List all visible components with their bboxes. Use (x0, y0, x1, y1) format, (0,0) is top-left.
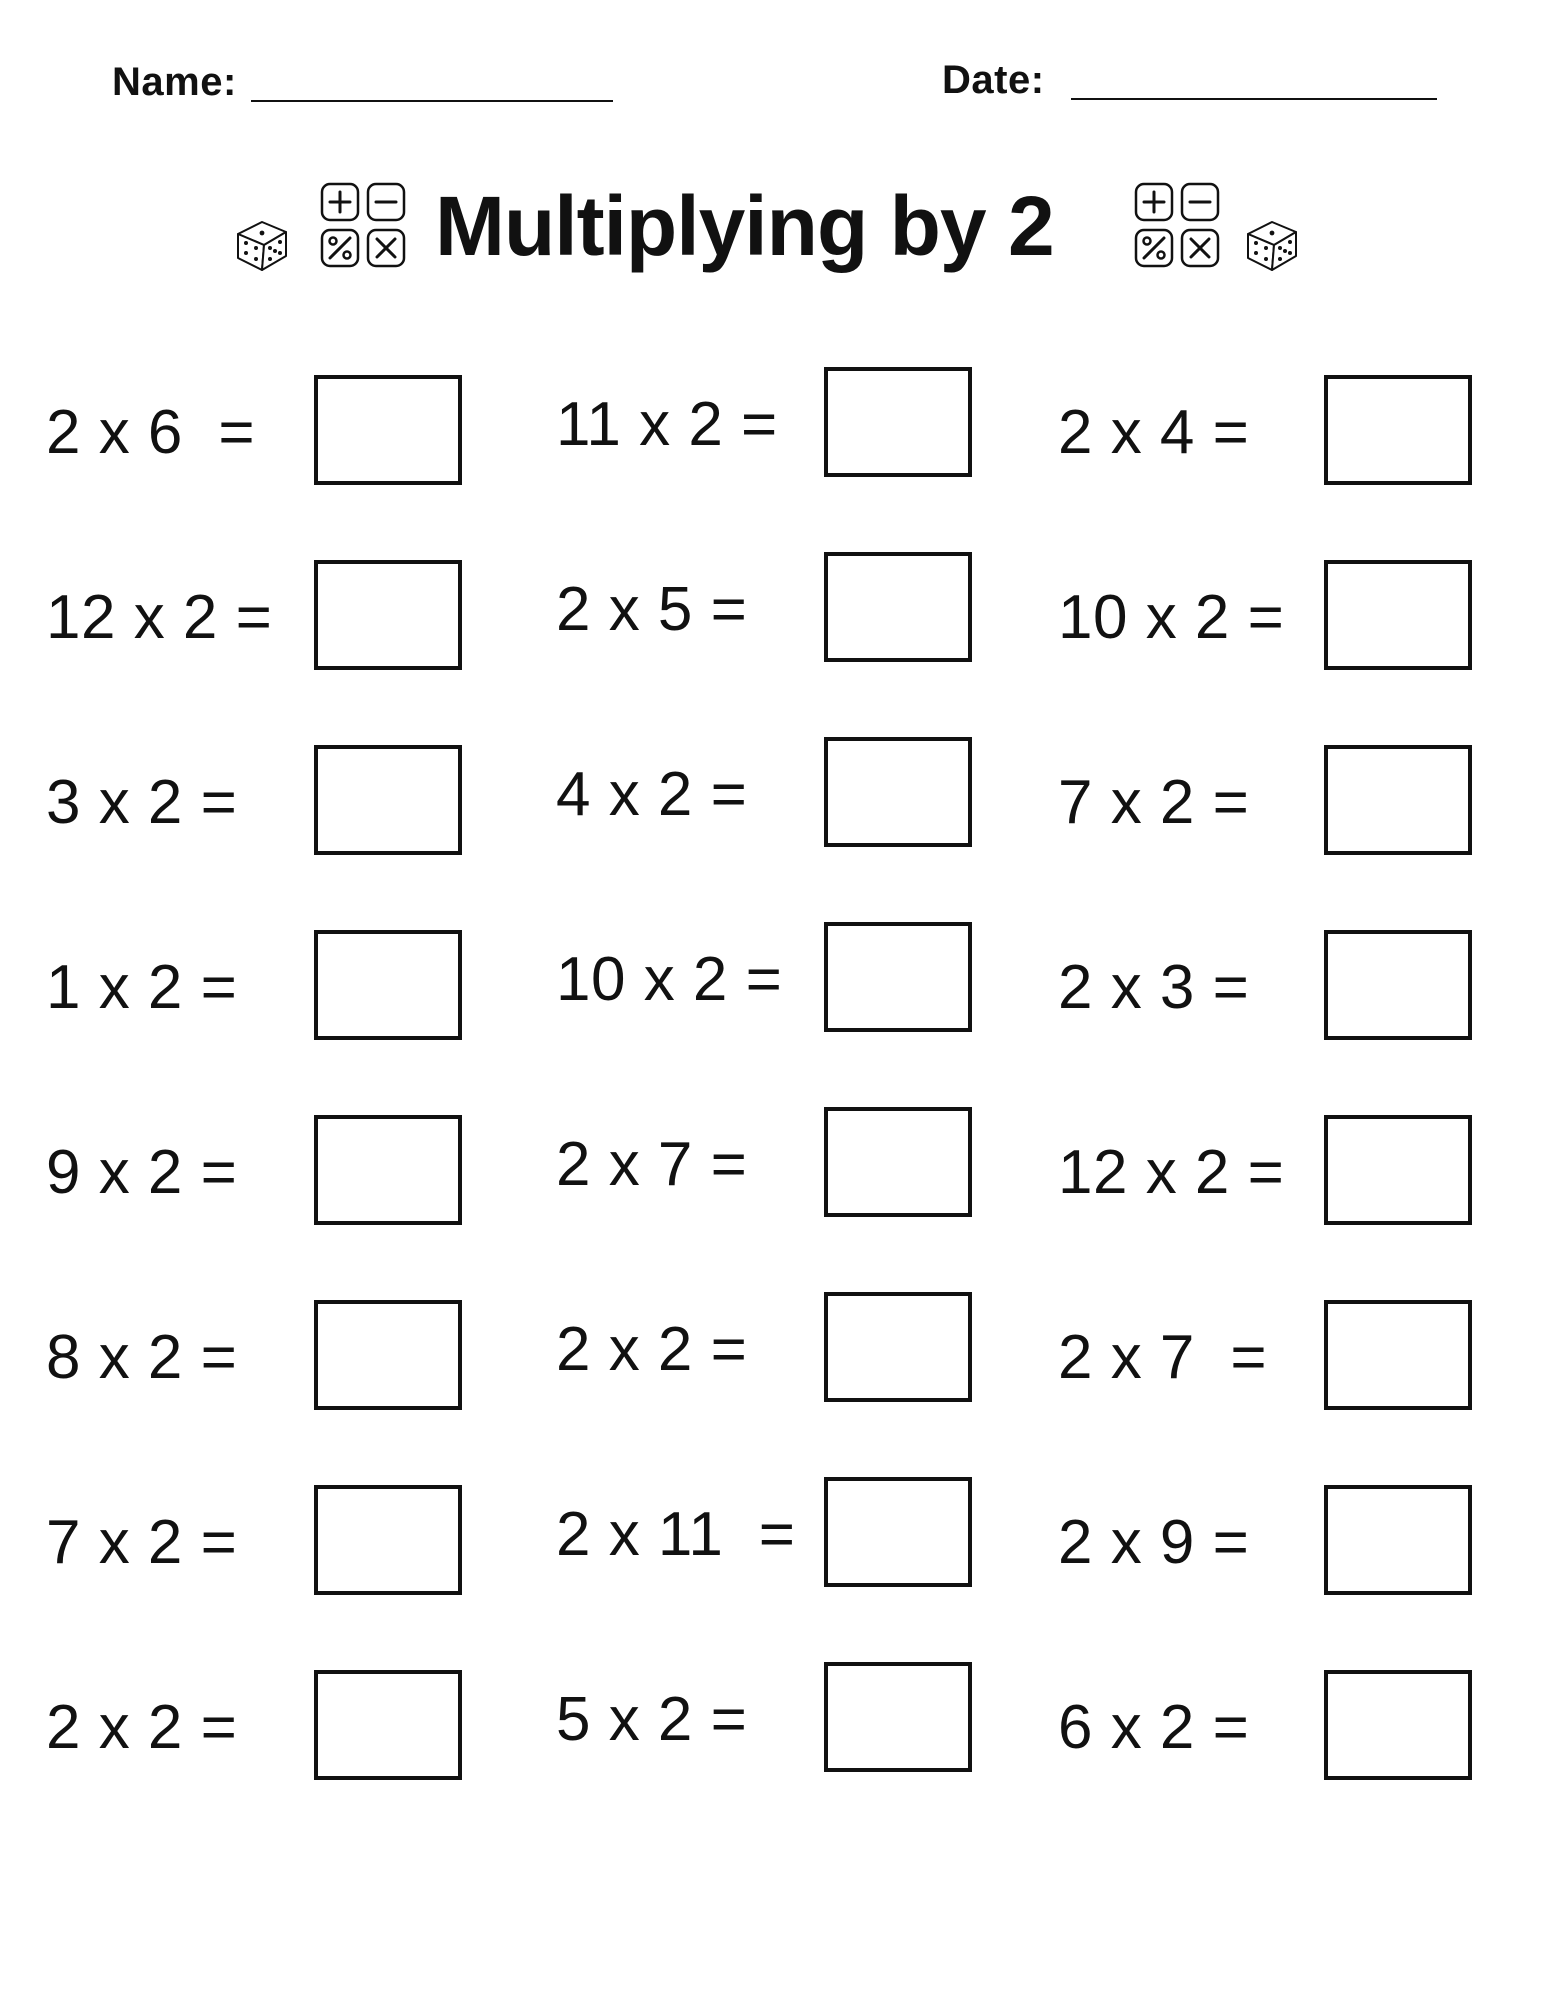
problem-item (556, 1105, 1016, 1225)
problem-item (556, 735, 1016, 855)
name-field (112, 58, 613, 106)
problem-item (1058, 1113, 1518, 1233)
name-input-line[interactable] (251, 100, 613, 102)
problem-item (556, 550, 1016, 670)
answer-box[interactable] (824, 367, 972, 477)
answer-box[interactable] (824, 922, 972, 1032)
problem-item (1058, 743, 1518, 863)
date-input-line[interactable] (1071, 98, 1437, 100)
answer-box[interactable] (314, 930, 462, 1040)
answer-box[interactable] (1324, 745, 1472, 855)
problem-expression: 10 x 2 = (556, 945, 783, 1014)
problem-expression: 2 x 5 = (556, 575, 748, 644)
answer-box[interactable] (314, 745, 462, 855)
problem-item (1058, 1668, 1518, 1788)
problem-expression: 2 x 9 = (1058, 1508, 1250, 1577)
problem-expression: 2 x 2 = (556, 1315, 748, 1384)
problem-item (46, 373, 506, 493)
math-operators-icon (318, 180, 410, 272)
problem-item (556, 1660, 1016, 1780)
problem-expression: 2 x 3 = (1058, 953, 1250, 1022)
page-title: Multiplying by 2 (435, 179, 1054, 273)
problem-expression: 4 x 2 = (556, 760, 748, 829)
problem-expression: 12 x 2 = (1058, 1138, 1285, 1207)
problem-item (1058, 928, 1518, 1048)
problem-item (1058, 373, 1518, 493)
problem-item (556, 365, 1016, 485)
problem-expression: 2 x 4 = (1058, 398, 1250, 467)
problem-item (46, 743, 506, 863)
problem-item (46, 1483, 506, 1603)
date-field (942, 56, 1437, 104)
problem-item (1058, 1298, 1518, 1418)
answer-box[interactable] (314, 1115, 462, 1225)
answer-box[interactable] (824, 552, 972, 662)
answer-box[interactable] (824, 1477, 972, 1587)
dice-icon (1242, 212, 1304, 274)
problem-item (46, 558, 506, 678)
problem-expression: 2 x 7 = (556, 1130, 748, 1199)
answer-box[interactable] (314, 1300, 462, 1410)
problem-expression: 3 x 2 = (46, 768, 238, 837)
problem-expression: 7 x 2 = (46, 1508, 238, 1577)
answer-box[interactable] (1324, 930, 1472, 1040)
answer-box[interactable] (1324, 1300, 1472, 1410)
problem-item (556, 920, 1016, 1040)
name-label: Name: (112, 60, 237, 104)
problem-expression: 11 x 2 = (556, 390, 778, 459)
dice-icon (232, 212, 294, 274)
problem-expression: 1 x 2 = (46, 953, 238, 1022)
problem-expression: 2 x 11 = (556, 1500, 796, 1569)
problem-expression: 12 x 2 = (46, 583, 273, 652)
answer-box[interactable] (1324, 560, 1472, 670)
problem-expression: 8 x 2 = (46, 1323, 238, 1392)
problem-expression: 6 x 2 = (1058, 1693, 1250, 1762)
problem-item (556, 1290, 1016, 1410)
problem-expression: 2 x 6 = (46, 398, 256, 467)
answer-box[interactable] (1324, 375, 1472, 485)
problem-item (46, 1113, 506, 1233)
answer-box[interactable] (314, 1485, 462, 1595)
problem-expression: 9 x 2 = (46, 1138, 238, 1207)
answer-box[interactable] (824, 1662, 972, 1772)
problem-expression: 5 x 2 = (556, 1685, 748, 1754)
problem-item (1058, 558, 1518, 678)
problem-item (46, 1668, 506, 1788)
answer-box[interactable] (314, 560, 462, 670)
answer-box[interactable] (314, 375, 462, 485)
problem-expression: 2 x 7 = (1058, 1323, 1268, 1392)
title-row (0, 172, 1545, 282)
problem-expression: 7 x 2 = (1058, 768, 1250, 837)
math-operators-icon (1132, 180, 1224, 272)
problem-item (556, 1475, 1016, 1595)
answer-box[interactable] (314, 1670, 462, 1780)
problem-item (46, 928, 506, 1048)
answer-box[interactable] (1324, 1670, 1472, 1780)
problem-expression: 2 x 2 = (46, 1693, 238, 1762)
answer-box[interactable] (824, 737, 972, 847)
problem-item (1058, 1483, 1518, 1603)
problem-item (46, 1298, 506, 1418)
answer-box[interactable] (1324, 1485, 1472, 1595)
problem-expression: 10 x 2 = (1058, 583, 1285, 652)
answer-box[interactable] (1324, 1115, 1472, 1225)
date-label: Date: (942, 58, 1045, 102)
answer-box[interactable] (824, 1107, 972, 1217)
answer-box[interactable] (824, 1292, 972, 1402)
